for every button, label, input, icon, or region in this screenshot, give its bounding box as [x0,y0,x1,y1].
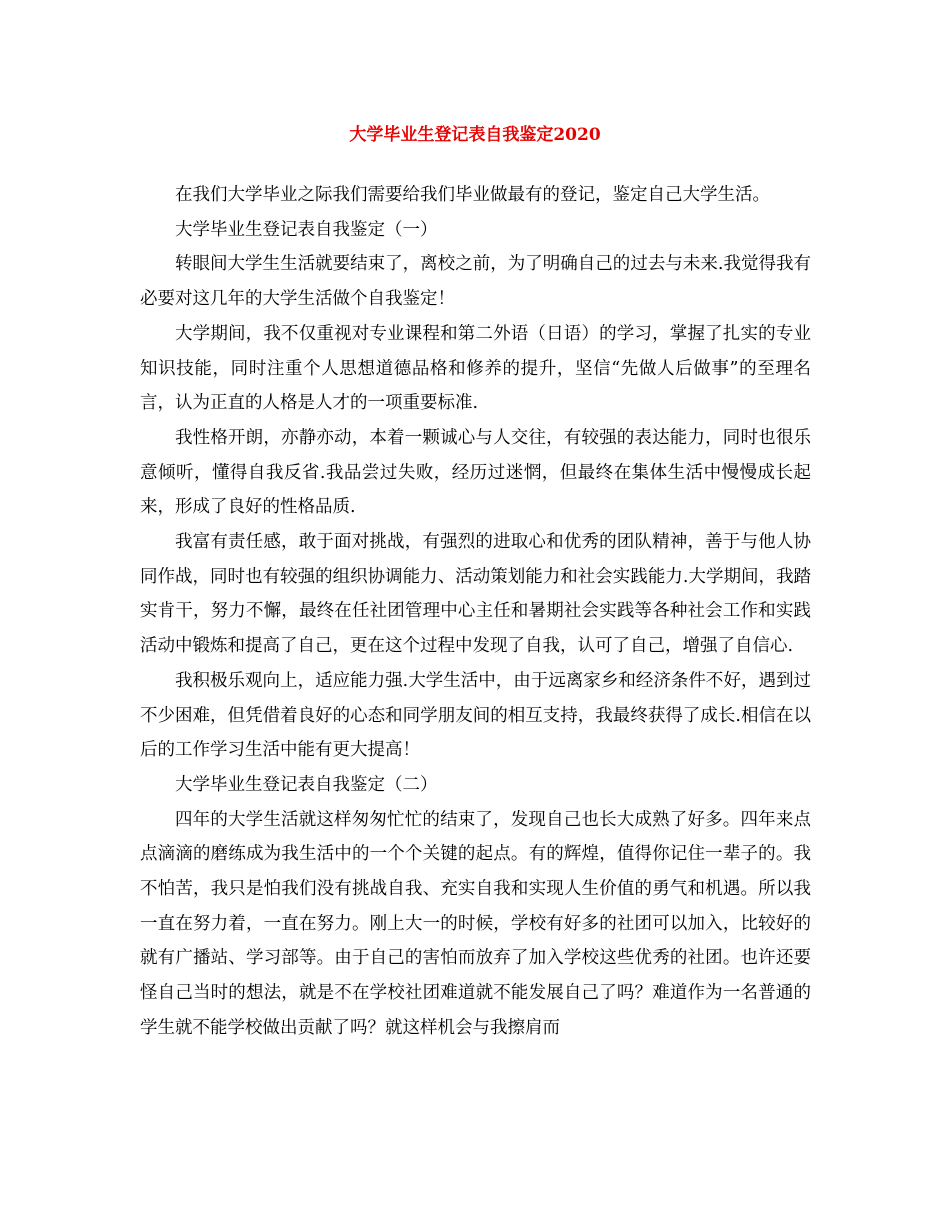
intro-paragraph: 在我们大学毕业之际我们需要给我们毕业做最有的登记，鉴定自己大学生活。 [175,185,770,205]
body-paragraph: 转眼间大学生生活就要结束了，离校之前，为了明确自己的过去与未来.我觉得我有必要对这几年的大学生活做个自我鉴定！ [140,254,811,310]
body-paragraph: 我积极乐观向上，适应能力强.大学生活中，由于远离家乡和经济条件不好，遇到过不少困难，但凭借着良好的心态和同学朋友间的相互支持，我最终获得了成长.相信在以后的工作学习生活中能有更大提高！ [140,670,811,761]
section-heading-1: 大学毕业生登记表自我鉴定（一） [175,219,438,240]
section-heading-2: 大学毕业生登记表自我鉴定（二） [175,774,438,795]
document-body [140,178,811,1046]
body-paragraph: 大学期间，我不仅重视对专业课程和第二外语（日语）的学习，掌握了扎实的专业知识技能，同时注重个人思想道德品格和修养的提升，坚信“先做人后做事”的至理名言，认为正直的人格是人才的一项重要标准. [140,323,811,414]
body-paragraph: 四年的大学生活就这样匆匆忙忙的结束了，发现自己也长大成熟了好多。四年来点点滴滴的磨练成为我生活中的一个个关键的起点。有的辉煌，值得你记住一辈子的。我不怕苦，我只是怕我们没有挑战自我、充实自我和实现人生价值的勇气和机遇。所以我一直在努力着，一直在努力。刚上大一的时候，学校有好多的社团可以加入，比较好的就有广播站、学习部等。由于自己的害怕而放弃了加入学校这些优秀的社团。也许还要怪自己当时的想法，就是不在学校社团难道就不能发展自己了吗？难道作为一名普通的学生就不能学校做出贡献了吗？就这样机会与我擦肩而 [140,809,811,1038]
body-paragraph: 我性格开朗，亦静亦动，本着一颗诚心与人交往，有较强的表达能力，同时也很乐意倾听，懂得自我反省.我品尝过失败，经历过迷惘，但最终在集体生活中慢慢成长起来，形成了良好的性格品质. [140,427,811,518]
document-title: 大学毕业生登记表自我鉴定2020 [349,125,601,145]
body-paragraph: 我富有责任感，敢于面对挑战，有强烈的进取心和优秀的团队精神，善于与他人协同作战，同时也有较强的组织协调能力、活动策划能力和社会实践能力.大学期间，我踏实肯干，努力不懈，最终在任社团管理中心主任和暑期社会实践等各种社会工作和实践活动中锻炼和提高了自己，更在这个过程中发现了自我，认可了自己，增强了自信心. [140,532,811,657]
